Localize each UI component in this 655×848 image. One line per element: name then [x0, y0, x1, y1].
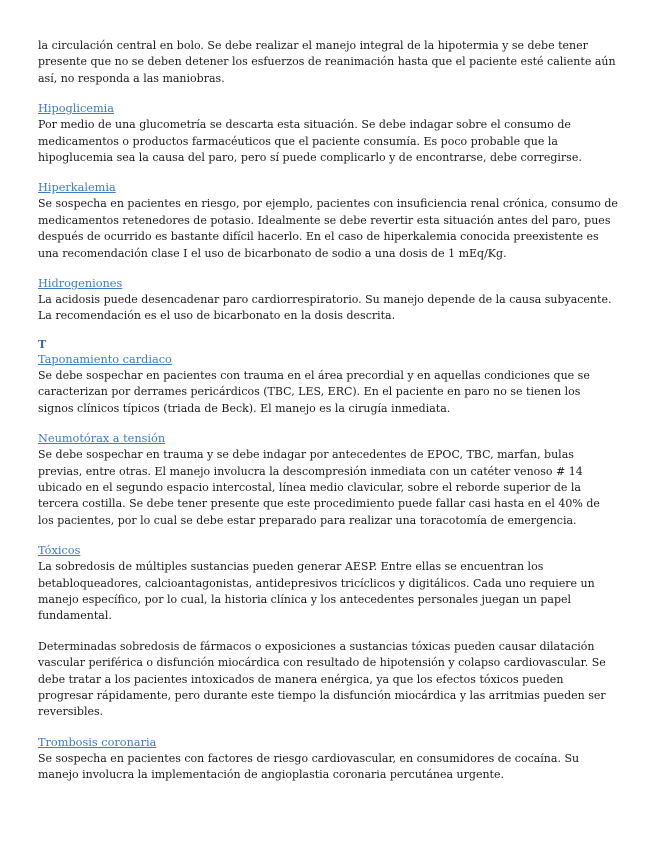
- letter-heading-t: T: [38, 337, 47, 351]
- section-trombosis: [38, 735, 618, 784]
- heading-link-hidrogeniones[interactable]: Hidrogeniones: [38, 277, 123, 291]
- paragraph-hipoglicemia: Por medio de una glucometría se descarta esta situación. Se debe indagar sobre el consumo de medicamentos o productos farmacéuticos que el paciente consumía. Es poco probable que la hipoglucemia sea la causa del paro, pero sí puede complicarlo y de encontrarse, debe corregirse.: [38, 118, 582, 165]
- paragraph-toxicos-1: La sobredosis de múltiples sustancias pueden generar AESP. Entre ellas se encuentran los betabloqueadores, calcioantagonistas, antidepresivos tricíclicos y digitálicos. Cada uno requiere un manejo específico, por lo cual, la historia clínica y los antecedentes personales juegan un papel fundamental.: [38, 560, 595, 623]
- heading-link-toxicos[interactable]: Tóxicos: [38, 544, 81, 558]
- heading-link-neumotorax[interactable]: Neumotórax a tensión: [38, 432, 166, 446]
- section-toxicos-continued: [38, 639, 618, 721]
- heading-link-trombosis[interactable]: Trombosis coronaria: [38, 735, 157, 749]
- document-page: [38, 38, 618, 784]
- heading-link-hiperkalemia[interactable]: Hiperkalemia: [38, 181, 116, 195]
- heading-link-hipoglicemia[interactable]: Hipoglicemia: [38, 102, 115, 116]
- heading-link-taponamiento[interactable]: Taponamiento cardiaco: [38, 352, 172, 366]
- paragraph-trombosis: Se sospecha en pacientes con factores de riesgo cardiovascular, en consumidores de cocaína. Su manejo involucra la implementación de angioplastia coronaria percutánea urgente.: [38, 751, 580, 782]
- section-toxicos: [38, 543, 618, 625]
- paragraph-neumotorax: Se debe sospechar en trauma y se debe indagar por antecedentes de EPOC, TBC, marfan, bulas previas, entre otras. El manejo involucra la descompresión inmediata con un catéter venoso # 14 ubicado en el segundo espacio intercostal, línea medio clavicular, sobre el reborde superior de la tercera costilla. Se debe tener presente que este procedimiento puede fallar casi hasta en el 40% de los pacientes, por lo cual se debe estar preparado para realizar una toracotomía de emergencia.: [38, 448, 600, 527]
- paragraph-toxicos-2: Determinadas sobredosis de fármacos o exposiciones a sustancias tóxicas pueden causar dilatación vascular periférica o disfunción miocárdica con resultado de hipotensión y colapso cardiovascular. Se debe tratar a los pacientes intoxicados de manera enérgica, ya que los efectos tóxicos pueden progresar rápidamente, pero durante este tiempo la disfunción miocárdica y las arritmias pueden ser reversibles.: [38, 639, 606, 719]
- section-neumotorax: [38, 431, 618, 529]
- section-hiperkalemia: [38, 180, 618, 262]
- section-hipoglicemia: [38, 101, 618, 166]
- paragraph-hidrogeniones: La acidosis puede desencadenar paro cardiorrespiratorio. Su manejo depende de la causa subyacente. La recomendación es el uso de bicarbonato en la dosis descrita.: [38, 293, 612, 323]
- paragraph-taponamiento: Se debe sospechar en pacientes con trauma en el área precordial y en aquellas condiciones que se caracterizan por derrames pericárdicos (TBC, LES, ERC). En el paciente en paro no se tienen los signos clínicos típicos (triada de Beck). El manejo es la cirugía inmediata.: [38, 368, 590, 415]
- section-taponamiento: [38, 352, 618, 417]
- intro-paragraph: la circulación central en bolo. Se debe realizar el manejo integral de la hipotermia y se debe tener presente que no se deben detener los esfuerzos de reanimación hasta que el paciente esté caliente aún así, no responda a las maniobras.: [38, 39, 616, 85]
- section-hidrogeniones: [38, 276, 618, 325]
- paragraph-hiperkalemia: Se sospecha en pacientes en riesgo, por ejemplo, pacientes con insuficiencia renal crónica, consumo de medicamentos retenedores de potasio. Idealmente se debe revertir esta situación antes del paro, pues después de ocurrido es bastante difícil hacerlo. En el caso de hiperkalemia conocida preexistente es una recomendación clase I el uso de bicarbonato de sodio a una dosis de 1 mEq/Kg.: [38, 197, 618, 260]
